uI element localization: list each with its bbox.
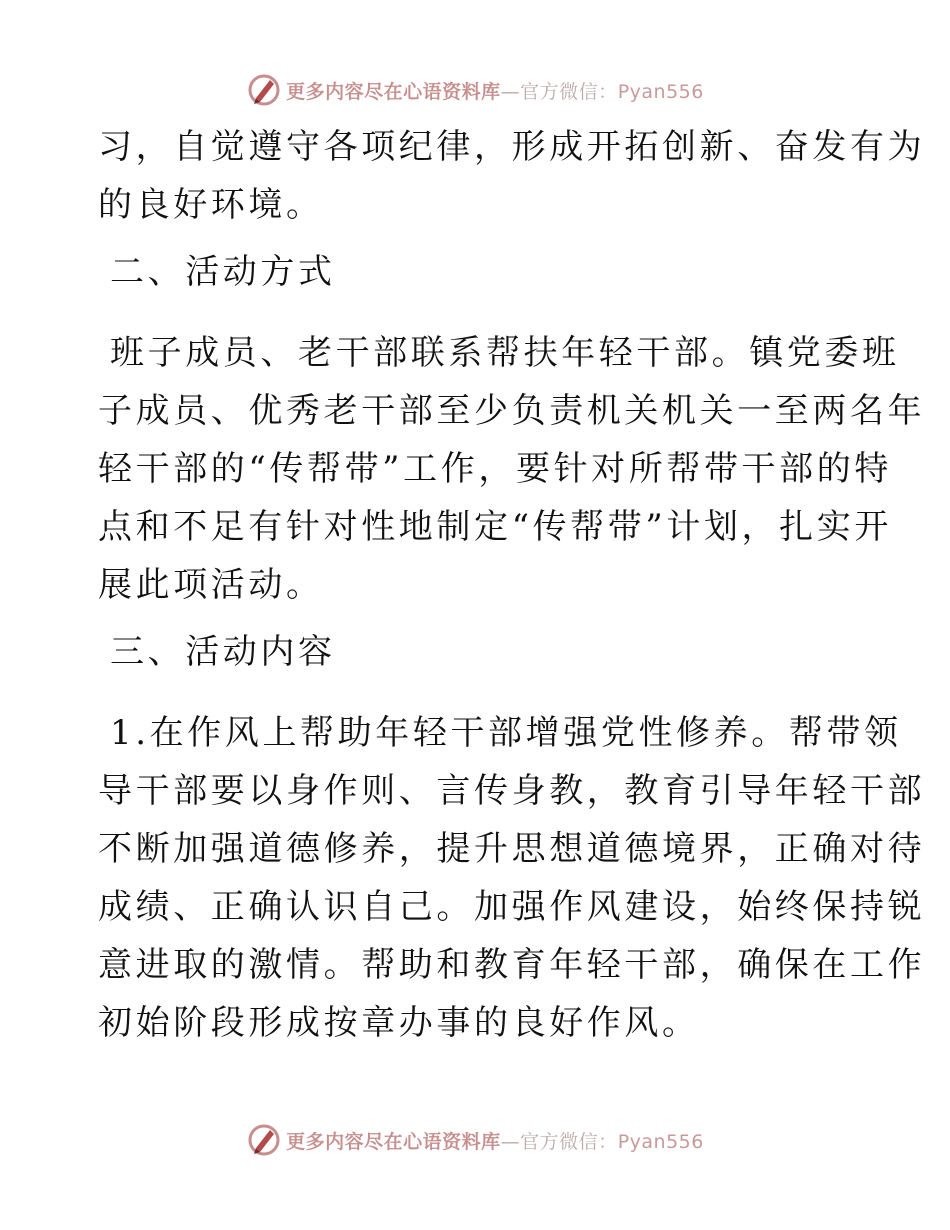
footer-watermark: [0, 1120, 950, 1160]
watermark-text: 更多内容尽在心语资料库—官方微信：Pyan556: [286, 80, 704, 103]
text-line: 展此项活动。: [98, 565, 324, 605]
text-line: 的良好环境。: [98, 185, 324, 225]
text-line: 点和不足有针对性地制定“传帮带”计划，扎实开: [98, 507, 892, 547]
text-line: 初始阶段形成按章办事的良好作风。: [98, 1003, 700, 1043]
header-watermark: [0, 70, 950, 110]
text-line: 意进取的激情。帮助和教育年轻干部，确保在工作: [98, 945, 926, 985]
text-line: 轻干部的“传帮带”工作，要针对所帮带干部的特: [98, 449, 892, 489]
section-heading-2: 二、活动方式: [110, 252, 336, 292]
text-line: 1.在作风上帮助年轻干部增强党性修养。帮带领: [110, 713, 902, 753]
text-line: 导干部要以身作则、言传身教，教育引导年轻干部: [98, 771, 926, 811]
watermark-text: 更多内容尽在心语资料库—官方微信：Pyan556: [286, 1130, 704, 1153]
paragraph-continued: [98, 118, 926, 234]
text-line: 子成员、优秀老干部至少负责机关机关一至两名年: [98, 391, 926, 431]
fountain-pen-logo-icon: [246, 72, 282, 108]
fountain-pen-logo-icon: [246, 1122, 282, 1158]
paragraph-activity-content: [98, 704, 926, 1052]
text-line: 班子成员、老干部联系帮扶年轻干部。镇党委班: [110, 333, 900, 373]
document-body: [98, 118, 926, 1052]
paragraph-activity-method: [98, 324, 926, 614]
text-line: 习，自觉遵守各项纪律，形成开拓创新、奋发有为: [98, 127, 926, 167]
section-heading-3: 三、活动内容: [110, 632, 336, 672]
text-line: 成绩、正确认识自己。加强作风建设，始终保持锐: [98, 887, 926, 927]
text-line: 不断加强道德修养，提升思想道德境界，正确对待: [98, 829, 926, 869]
